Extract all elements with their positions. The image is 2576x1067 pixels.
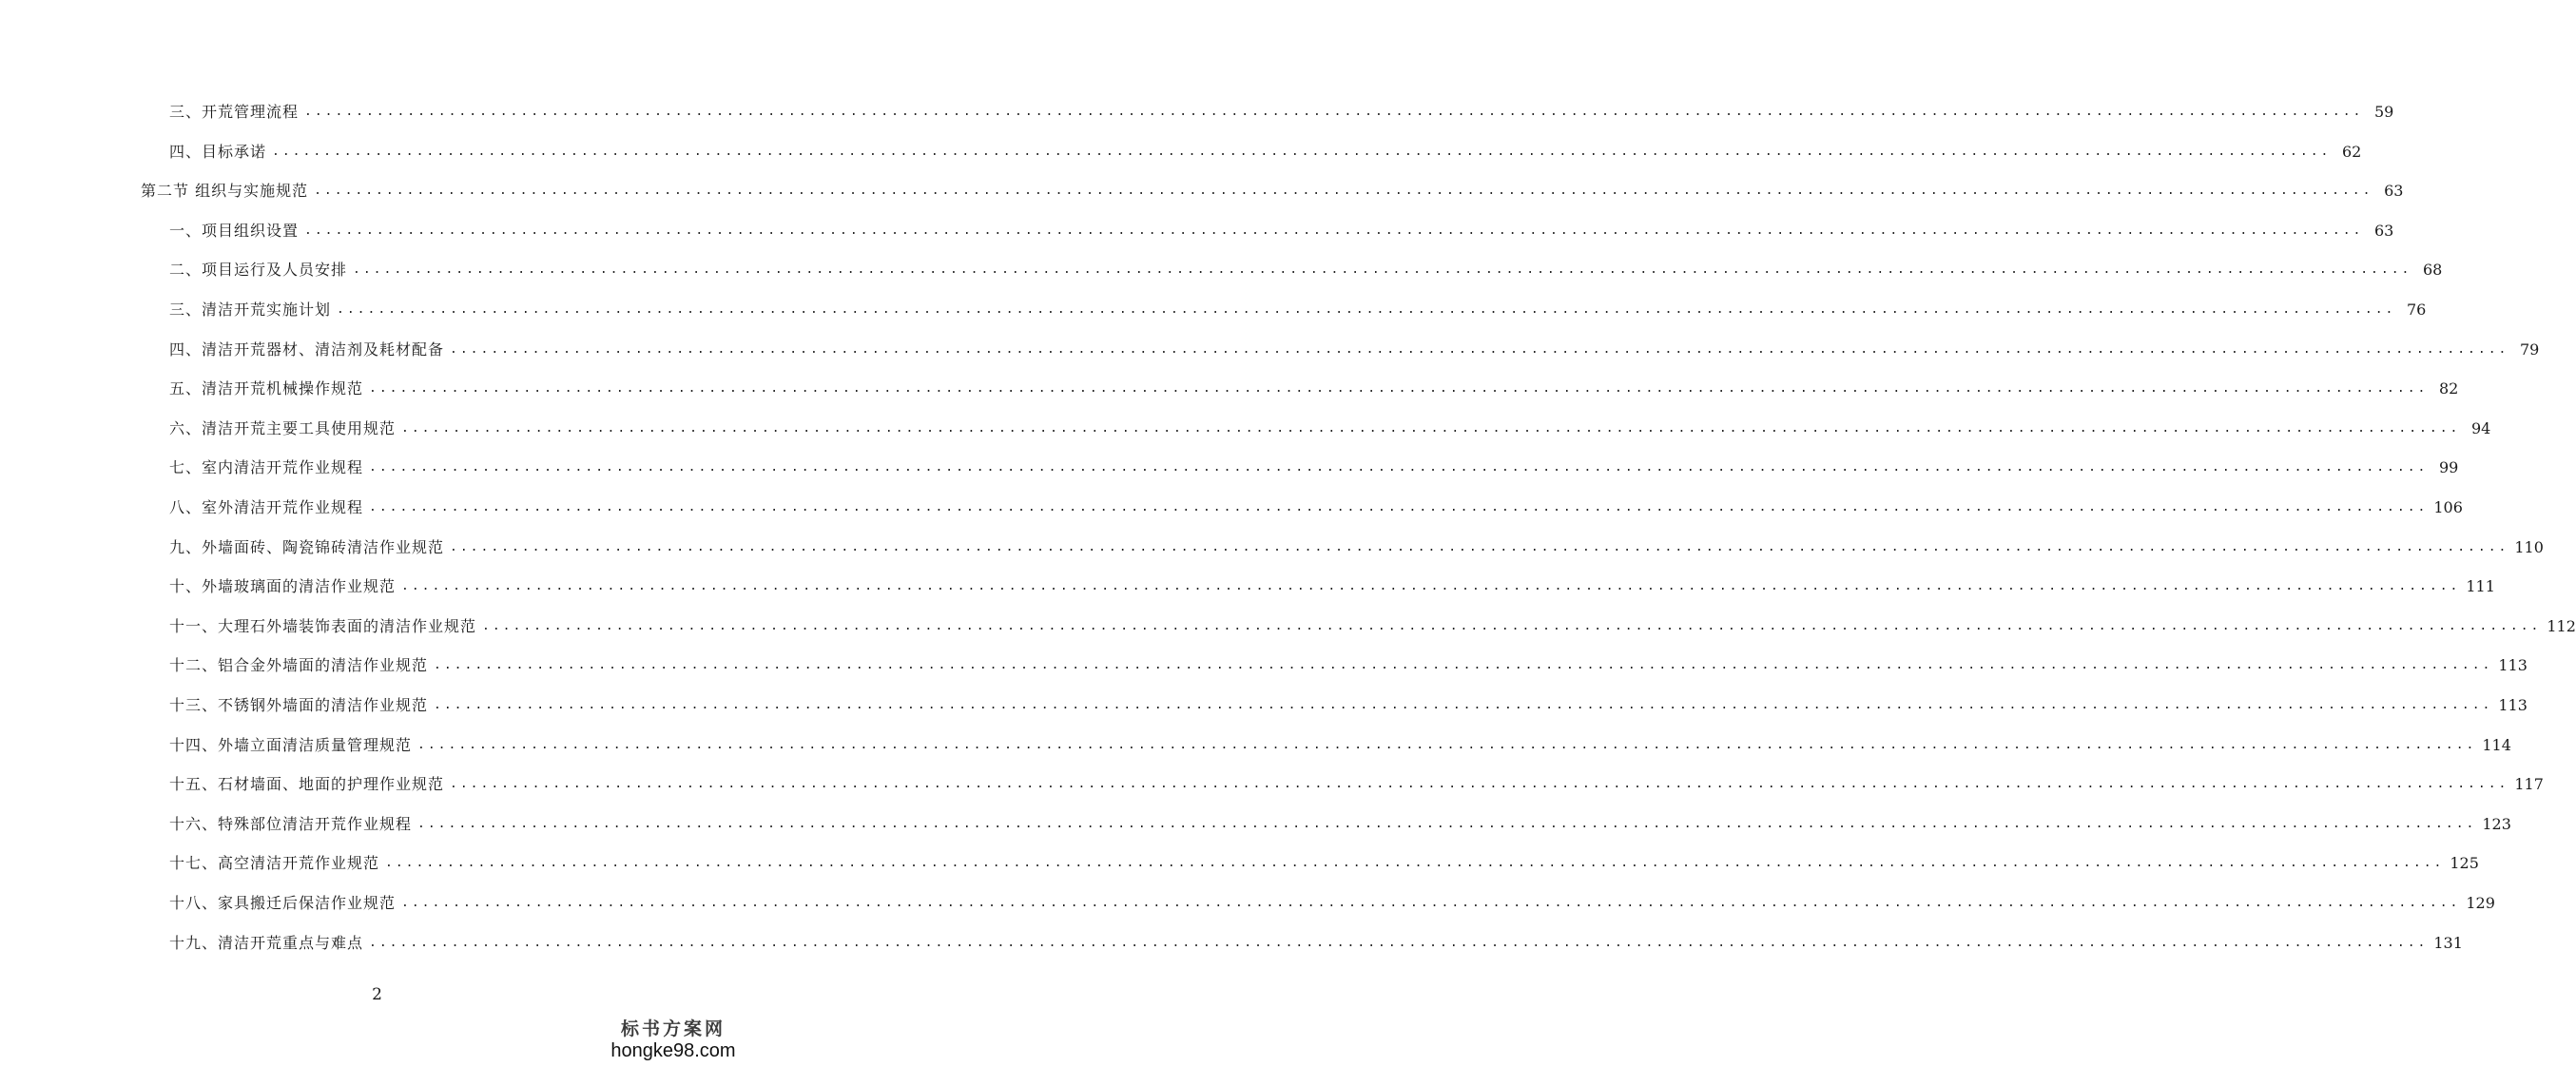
- toc-leader-dots: ........................................................................................................................................................................................................: [314, 184, 2373, 198]
- toc-entry: [169, 338, 2540, 362]
- toc-leader-dots: ........................................................................................................................................................................................................: [337, 302, 2396, 317]
- toc-leader-dots: ........................................................................................................................................................................................................: [450, 540, 2509, 554]
- toc-entry: [169, 693, 2528, 718]
- toc-entry-page: 125: [2450, 854, 2479, 872]
- toc-entry: [169, 772, 2544, 797]
- toc-entry-title: 一、项目组织设置: [169, 222, 300, 240]
- toc-entry-page: 59: [2374, 103, 2394, 121]
- toc-entry-title: 四、清洁开荒器材、清洁剂及耗材配备: [169, 340, 445, 359]
- page-number: 2: [372, 985, 382, 1004]
- toc-entry: [169, 574, 2495, 599]
- toc-entry: [169, 891, 2495, 916]
- toc-entry-title: 十二、铝合金外墙面的清洁作业规范: [169, 656, 429, 674]
- toc-entry-page: 79: [2520, 340, 2540, 359]
- toc-entry-page: 68: [2423, 261, 2443, 279]
- toc-leader-dots: ........................................................................................................................................................................................................: [369, 460, 2429, 475]
- toc-entry: [169, 100, 2394, 125]
- toc-entry-title: 三、清洁开荒实施计划: [169, 301, 332, 319]
- toc-leader-dots: ........................................................................................................................................................................................................: [369, 936, 2429, 950]
- toc-entry: [169, 258, 2443, 282]
- toc-leader-dots: ........................................................................................................................................................................................................: [385, 856, 2445, 870]
- toc-entry: [169, 812, 2511, 837]
- toc-leader-dots: ........................................................................................................................................................................................................: [369, 500, 2429, 514]
- toc-entry-page: 123: [2482, 815, 2511, 833]
- toc-leader-dots: ........................................................................................................................................................................................................: [450, 342, 2509, 357]
- toc-leader-dots: ........................................................................................................................................................................................................: [434, 698, 2493, 712]
- toc-entry: [169, 614, 2576, 639]
- toc-entry: [169, 417, 2491, 441]
- toc-entry-page: 129: [2466, 894, 2495, 912]
- toc-entry-page: 76: [2407, 301, 2427, 319]
- watermark-title: 标书方案网: [620, 1019, 726, 1040]
- toc-entry-page: 114: [2482, 736, 2511, 754]
- toc-entry-title: 十五、石材墙面、地面的护理作业规范: [169, 775, 445, 793]
- toc-entry-page: 82: [2439, 379, 2459, 398]
- toc-entry: [169, 851, 2479, 876]
- toc-leader-dots: ........................................................................................................................................................................................................: [434, 658, 2493, 672]
- toc-entry-page: 113: [2498, 656, 2528, 674]
- toc-entry: [141, 179, 2404, 204]
- toc-entry-page: 112: [2547, 617, 2576, 635]
- toc-entry-title: 十、外墙玻璃面的清洁作业规范: [169, 577, 397, 595]
- toc-entry-title: 第二节 组织与实施规范: [141, 182, 309, 200]
- toc-entry-page: 131: [2433, 934, 2463, 952]
- toc-entry-title: 五、清洁开荒机械操作规范: [169, 379, 364, 398]
- toc-leader-dots: ........................................................................................................................................................................................................: [369, 381, 2429, 396]
- toc-entry-title: 十四、外墙立面清洁质量管理规范: [169, 736, 413, 754]
- toc-entry: [169, 219, 2394, 243]
- toc-entry-page: 63: [2374, 222, 2394, 240]
- watermark-url: hongke98.com: [610, 1040, 736, 1061]
- toc-entry-title: 七、室内清洁开荒作业规程: [169, 458, 364, 476]
- toc-leader-dots: ........................................................................................................................................................................................................: [482, 619, 2542, 633]
- toc-entry-title: 十九、清洁开荒重点与难点: [169, 934, 364, 952]
- toc-entry-page: 113: [2498, 696, 2528, 714]
- toc-leader-dots: ........................................................................................................................................................................................................: [417, 738, 2477, 752]
- toc-entry-title: 十六、特殊部位清洁开荒作业规程: [169, 815, 413, 833]
- toc-leader-dots: ........................................................................................................................................................................................................: [417, 817, 2477, 831]
- toc-entry-page: 110: [2514, 538, 2544, 556]
- toc-entry: [169, 495, 2463, 520]
- toc-entry-page: 62: [2342, 143, 2362, 161]
- toc-entry-title: 二、项目运行及人员安排: [169, 261, 348, 279]
- toc-entry: [169, 140, 2362, 165]
- toc-entry: [169, 535, 2544, 560]
- toc-leader-dots: ........................................................................................................................................................................................................: [450, 777, 2509, 791]
- toc-entry-title: 四、目标承诺: [169, 143, 267, 161]
- toc-entry-page: 111: [2466, 577, 2495, 595]
- toc-entry: [169, 298, 2427, 322]
- toc-leader-dots: ........................................................................................................................................................................................................: [353, 262, 2412, 277]
- toc-leader-dots: ........................................................................................................................................................................................................: [401, 896, 2461, 910]
- toc-leader-dots: ........................................................................................................................................................................................................: [304, 223, 2364, 238]
- toc-entry-page: 117: [2514, 775, 2544, 793]
- toc-leader-dots: ........................................................................................................................................................................................................: [401, 421, 2461, 436]
- toc-entry: [169, 931, 2463, 956]
- toc-entry: [169, 653, 2528, 678]
- toc-leader-dots: ........................................................................................................................................................................................................: [272, 145, 2332, 159]
- toc-entry-title: 六、清洁开荒主要工具使用规范: [169, 419, 397, 437]
- toc-leader-dots: ........................................................................................................................................................................................................: [401, 579, 2461, 593]
- watermark: [602, 1020, 745, 1061]
- toc-entry: [169, 377, 2459, 401]
- toc-entry-title: 三、开荒管理流程: [169, 103, 300, 121]
- toc-entry: [169, 733, 2511, 758]
- toc-entry-title: 八、室外清洁开荒作业规程: [169, 498, 364, 516]
- toc-entry-page: 63: [2384, 182, 2404, 200]
- toc-entry-page: 106: [2433, 498, 2463, 516]
- toc-entry-title: 十一、大理石外墙装饰表面的清洁作业规范: [169, 617, 477, 635]
- toc-entry-title: 十三、不锈钢外墙面的清洁作业规范: [169, 696, 429, 714]
- toc-entry-title: 十七、高空清洁开荒作业规范: [169, 854, 380, 872]
- toc-entry-page: 99: [2439, 458, 2459, 476]
- toc-leader-dots: ........................................................................................................................................................................................................: [304, 105, 2364, 119]
- toc-entry-page: 94: [2471, 419, 2491, 437]
- toc-entry: [169, 456, 2459, 480]
- toc-entry-title: 九、外墙面砖、陶瓷锦砖清洁作业规范: [169, 538, 445, 556]
- toc-entry-title: 十八、家具搬迁后保洁作业规范: [169, 894, 397, 912]
